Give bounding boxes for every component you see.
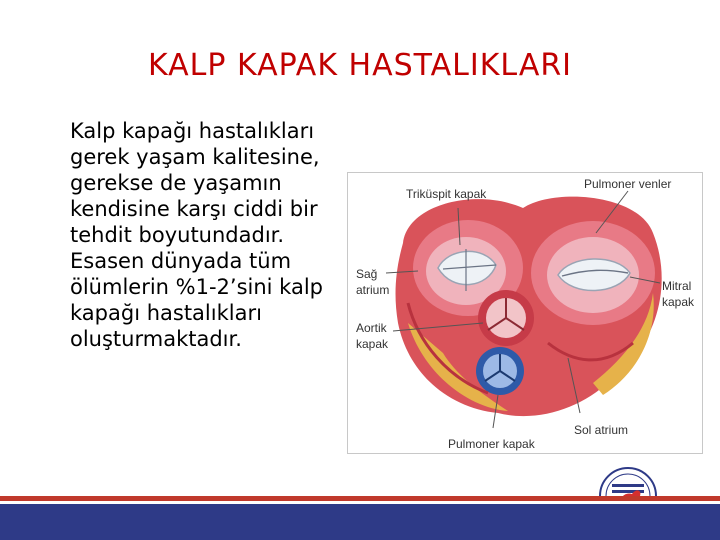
label-aortic-line2: kapak bbox=[356, 337, 389, 351]
label-aortic-line1: Aortik bbox=[356, 321, 387, 335]
label-mitral-line2: kapak bbox=[662, 295, 695, 309]
footer-navy-band bbox=[0, 504, 720, 540]
label-tricuspid: Triküspit kapak bbox=[406, 187, 487, 201]
heart-valve-figure bbox=[347, 172, 703, 454]
label-pulmonary-valve: Pulmoner kapak bbox=[448, 437, 535, 451]
slide-title: KALP KAPAK HASTALIKLARI bbox=[147, 48, 573, 83]
label-pulmonary-veins: Pulmoner venler bbox=[584, 177, 672, 191]
label-left-atrium: Sol atrium bbox=[574, 423, 629, 437]
label-right-atrium-line1: Sağ bbox=[356, 267, 378, 281]
label-right-atrium-line2: atrium bbox=[356, 283, 390, 297]
slide-body-text: Kalp kapağı hastalıkları gerek yaşam kalitesine, gerekse de yaşamın kendisine karşı ciddi bir tehdit boyutundadır. Esasen dünyada tüm ölümlerin %1-2’sini kalp kapağı hastalıkları oluşturmaktadır. bbox=[70, 119, 324, 351]
heart-valve-illustration bbox=[348, 173, 702, 453]
label-mitral-line1: Mitral bbox=[662, 279, 692, 293]
